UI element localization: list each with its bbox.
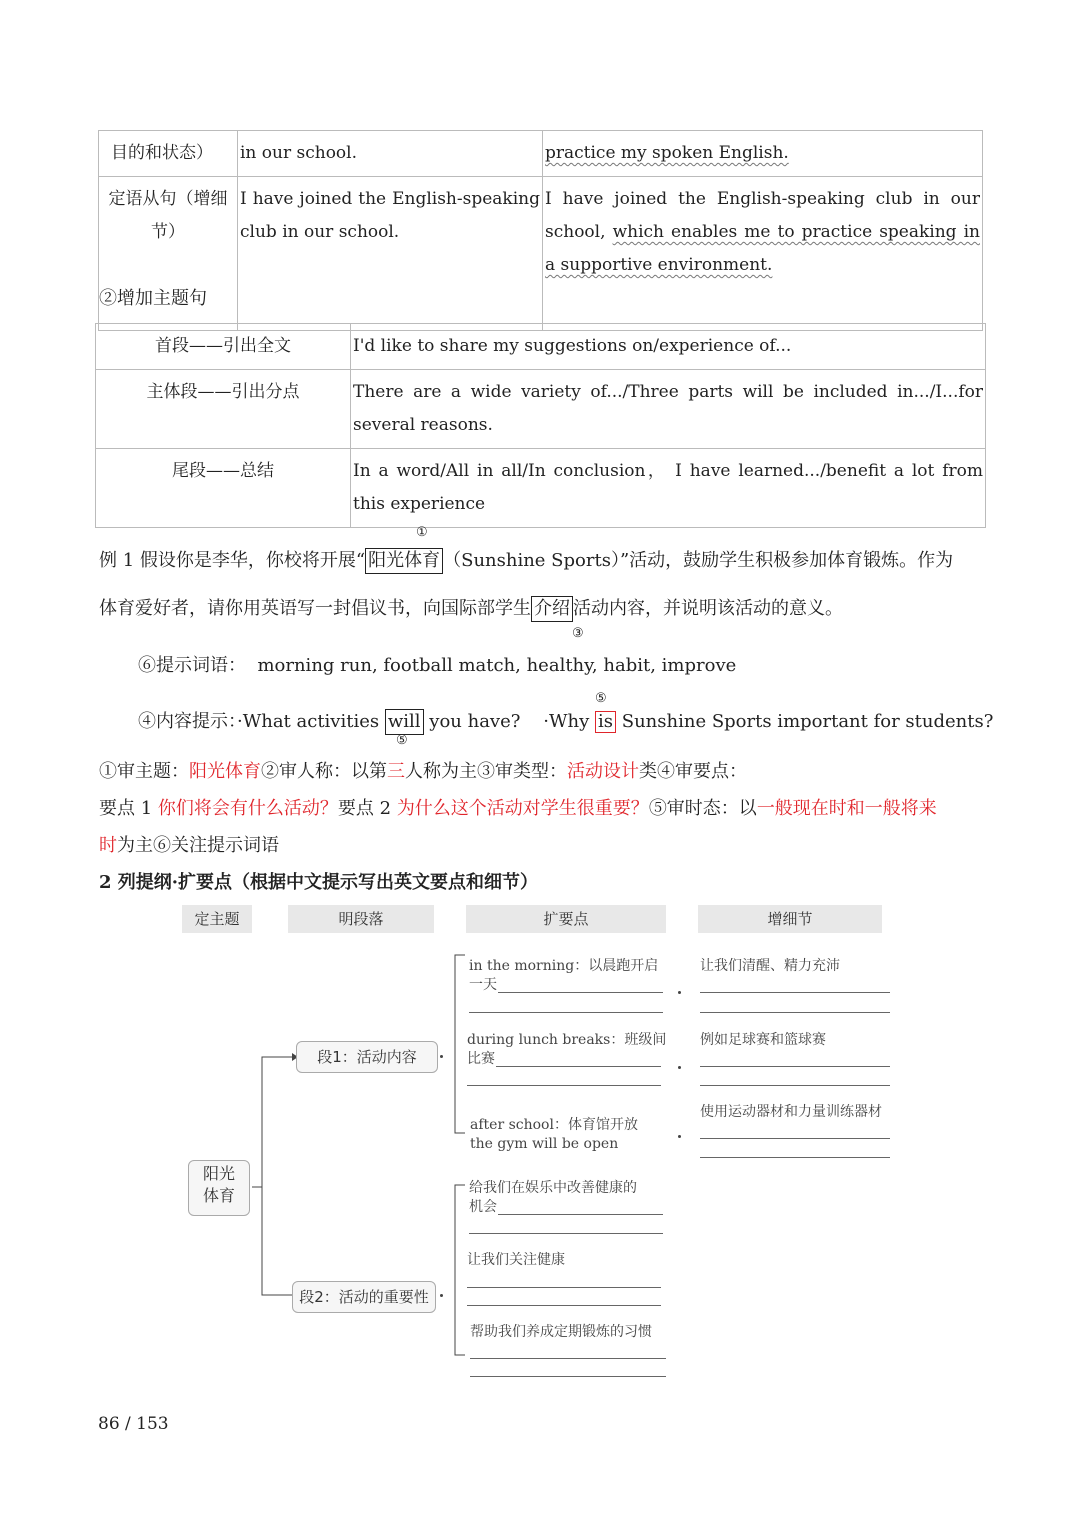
answer-line xyxy=(470,1376,666,1377)
hint-words xyxy=(138,653,736,679)
marker: ① xyxy=(416,525,428,540)
point-text: 给我们在娱乐中改善健康的 xyxy=(469,1180,637,1196)
point-text: 一天 xyxy=(469,977,497,993)
row-label: 主体段——引出分点 xyxy=(96,370,351,449)
point-1 xyxy=(469,957,658,995)
root-text: 体育 xyxy=(202,1186,235,1205)
text: （Sunshine Sports）”活动，鼓励学生积极参加体育锻炼。作为 xyxy=(443,550,954,571)
text: 要点 2 xyxy=(337,798,397,819)
content-label: ④内容提示： xyxy=(138,711,237,732)
answer-line xyxy=(467,1085,661,1086)
boxed-keyword: will xyxy=(385,709,424,735)
analysis-line-2 xyxy=(99,796,937,822)
answer-line xyxy=(469,1233,663,1234)
highlight: 三 xyxy=(387,761,405,782)
table-clause-examples xyxy=(98,130,983,331)
row-label: 尾段——总结 xyxy=(96,449,351,528)
answer-line xyxy=(467,1287,661,1288)
connector-dot xyxy=(440,1294,443,1297)
row-label: 目的和状态） xyxy=(99,131,238,177)
cell: I'd like to share my suggestions on/experience of... xyxy=(351,324,986,370)
hint-text: morning run, football match, healthy, habit, improve xyxy=(257,655,737,676)
highlight: 你们将会有什么活动？ xyxy=(157,798,338,819)
header-details: 增细节 xyxy=(698,905,882,933)
cell: There are a wide variety of.../Three parts will be included in.../I...for several reasons. xyxy=(351,370,986,449)
highlight: 时 xyxy=(99,835,117,856)
answer-line xyxy=(700,1012,890,1013)
header-topic: 定主题 xyxy=(182,905,252,933)
header-points: 扩要点 xyxy=(466,905,666,933)
point-text: 比赛 xyxy=(467,1051,495,1067)
text: ⑤审时态：以 xyxy=(648,798,757,819)
point-6 xyxy=(470,1323,652,1342)
text: ·Why xyxy=(543,711,590,732)
answer-line xyxy=(470,1358,666,1359)
answer-line xyxy=(700,992,890,993)
highlight: 一般现在时和一般将来 xyxy=(756,798,937,819)
wavy-text: practice my spoken English. xyxy=(545,143,789,163)
root-text: 阳光 xyxy=(202,1164,235,1183)
connector-dot xyxy=(678,1135,681,1138)
text: 类④审要点： xyxy=(639,761,747,782)
detail-1: 让我们清醒、精力充沛 xyxy=(700,958,840,974)
boxed-keyword: 阳光体育 xyxy=(365,548,443,574)
row-label: 定语从句（增细节） xyxy=(99,177,238,331)
detail-2: 例如足球赛和篮球赛 xyxy=(700,1032,826,1048)
section-title: ②增加主题句 xyxy=(99,288,207,309)
answer-line xyxy=(469,1012,663,1013)
text: 人称为主③审类型： xyxy=(405,761,567,782)
cell xyxy=(543,177,983,331)
text: ①审主题： xyxy=(99,761,189,782)
wavy-text: which enables me to practice speaking in a supportive environment. xyxy=(545,222,980,275)
answer-line xyxy=(496,1066,661,1067)
paragraph-2-node: 段2：活动的重要性 xyxy=(292,1281,436,1313)
answer-line xyxy=(467,1305,661,1306)
detail-3: 使用运动器材和力量训练器材 xyxy=(700,1104,882,1120)
answer-line xyxy=(700,1157,890,1158)
text: 例 1 假设你是李华，你校将开展“ xyxy=(99,550,366,571)
connector-dot xyxy=(440,1055,443,1058)
answer-line xyxy=(700,1085,890,1086)
point-text: 机会 xyxy=(469,1199,497,1215)
answer-line xyxy=(700,1138,890,1139)
table-row xyxy=(99,131,983,177)
connector-dot xyxy=(678,991,681,994)
point-text: the gym will be open xyxy=(470,1136,619,1152)
analysis-line-3 xyxy=(99,833,279,859)
example-line-1 xyxy=(99,548,953,574)
point-text: during lunch breaks：班级间 xyxy=(467,1032,667,1048)
highlight: 阳光体育 xyxy=(189,761,261,782)
point-text: after school：体育馆开放 xyxy=(470,1117,638,1133)
content-hint xyxy=(138,709,993,735)
point-3 xyxy=(470,1116,638,1154)
point-text: 让我们关注健康 xyxy=(467,1252,565,1268)
text: 活动内容，并说明该活动的意义。 xyxy=(573,598,843,619)
table-row xyxy=(96,449,986,528)
table-row xyxy=(99,177,983,331)
text: 体育爱好者，请你用英语写一封倡议书，向国际部学生 xyxy=(99,598,531,619)
highlight: 活动设计 xyxy=(567,761,639,782)
point-5 xyxy=(467,1251,565,1270)
hint-label: ⑥提示词语： xyxy=(138,655,246,676)
connector-dot xyxy=(678,1066,681,1069)
marker: ⑤ xyxy=(595,691,607,706)
text: ②审人称：以第 xyxy=(261,761,387,782)
cell: I have joined the English-speaking club in our school. xyxy=(238,177,543,331)
table-topic-sentences xyxy=(95,323,986,528)
header-paragraph: 明段落 xyxy=(288,905,434,933)
section-title: 2 列提纲·扩要点（根据中文提示写出英文要点和细节） xyxy=(99,872,539,893)
root-node xyxy=(188,1160,250,1216)
boxed-keyword: is xyxy=(595,711,616,733)
answer-line xyxy=(498,1214,663,1215)
answer-line xyxy=(700,1066,890,1067)
example-line-2 xyxy=(99,596,843,622)
outline-mindmap xyxy=(180,905,900,1385)
point-text: in the morning：以晨跑开启 xyxy=(469,958,659,974)
cell-text: I have joined the English-speaking club in our school, xyxy=(545,189,980,242)
text: 要点 1 xyxy=(99,798,158,819)
paragraph-1-node: 段1：活动内容 xyxy=(296,1041,438,1073)
table-row xyxy=(96,370,986,449)
analysis-line-1 xyxy=(99,759,747,785)
cell: in our school. xyxy=(238,131,543,177)
text: you have? xyxy=(429,711,521,732)
text: 为主⑥关注提示词语 xyxy=(117,835,279,856)
point-text: 帮助我们养成定期锻炼的习惯 xyxy=(470,1324,652,1340)
row-label: 首段——引出全文 xyxy=(96,324,351,370)
text: ·What activities xyxy=(237,711,380,732)
point-2 xyxy=(467,1031,666,1069)
cell xyxy=(543,131,983,177)
table-row xyxy=(96,324,986,370)
text: Sunshine Sports important for students? xyxy=(621,711,994,732)
highlight: 为什么这个活动对学生很重要？ xyxy=(396,798,649,819)
marker: ③ xyxy=(572,626,584,641)
marker: ⑤ xyxy=(396,733,408,748)
page-number: 86 / 153 xyxy=(98,1414,169,1434)
answer-line xyxy=(498,992,663,993)
point-4 xyxy=(469,1179,637,1217)
boxed-keyword: 介绍 xyxy=(531,596,573,622)
cell: In a word/All in all/In conclusion， I have learned.../benefit a lot from this experience xyxy=(351,449,986,528)
